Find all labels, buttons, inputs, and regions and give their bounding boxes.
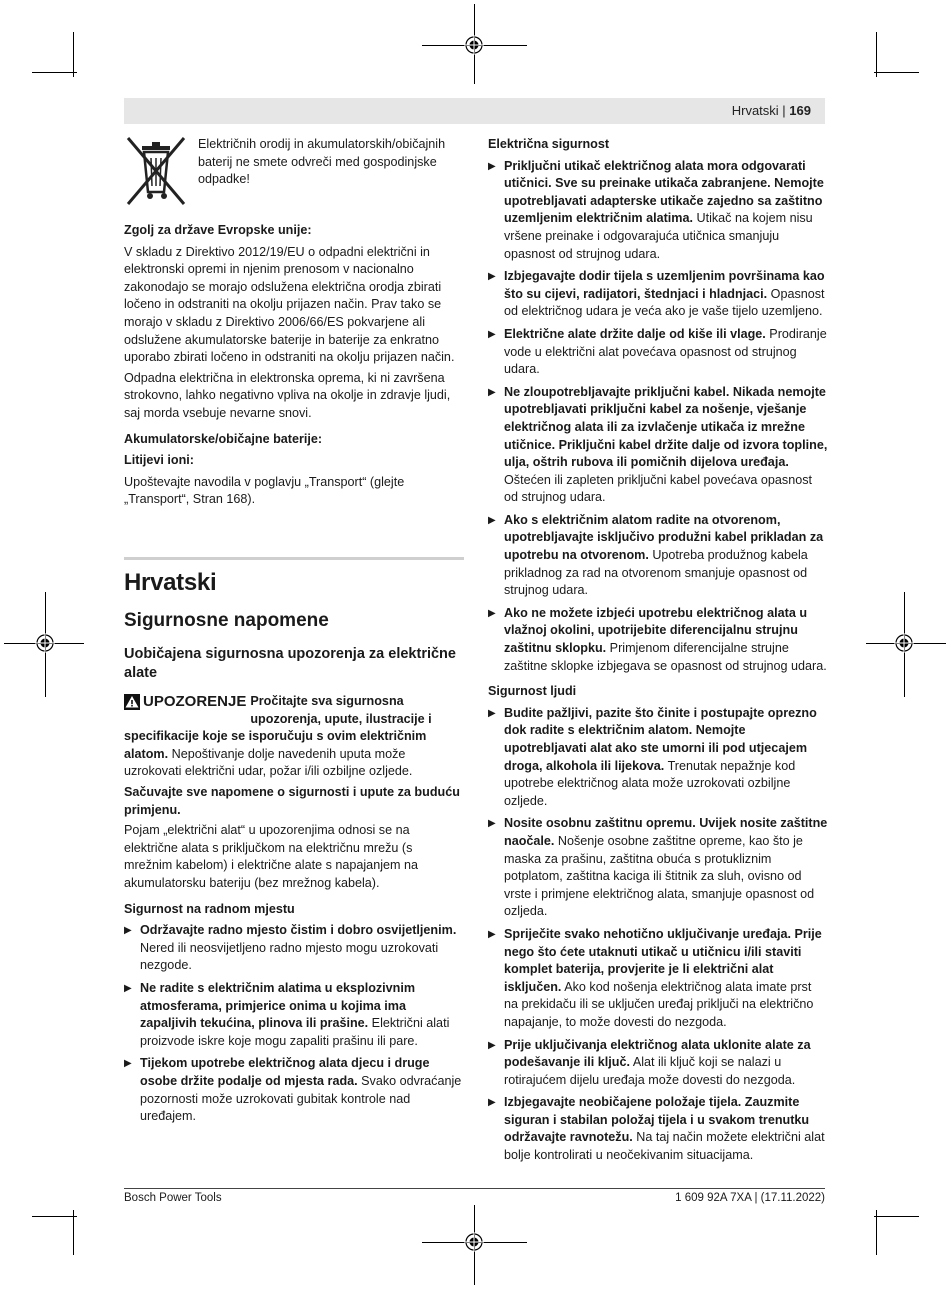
list-item <box>488 705 828 811</box>
bullet-arrow-icon: ▶ <box>124 983 132 994</box>
work-safety-heading: Sigurnost na radnom mjestu <box>124 901 295 916</box>
page-title: Hrvatski <box>124 568 217 596</box>
registration-mark-icon <box>464 1232 484 1252</box>
item-text: Svako odvraćanje pozornosti može uzrokovati gubitak kontrole nad uređajem. <box>140 1073 462 1124</box>
item-text: Primjenom diferencijalne strujne zaštitne sklopke izbjegava se opasnost od strujnog udara. <box>504 641 827 673</box>
warning-block <box>124 693 464 728</box>
warning-label: UPOZORENJE <box>143 693 247 711</box>
weee-text: Električnih orodij in akumulatorskih/običajnih baterij ne smete odvreči med gospodinjske odpadke! <box>198 137 446 187</box>
item-text: Oštećen ili zapleten priključni kabel povećava opasnost od strujnog udara. <box>504 472 813 505</box>
eu-paragraph-2: Odpadna električna in elektronska oprema, ki ni završena strokovno, lahko negativno vpliva na okolje in zdravje ljudi, saj morda vsebuje nevarne snovi. <box>124 370 451 420</box>
warning-badge <box>124 693 246 711</box>
list-item <box>488 384 828 507</box>
warning-bold-2: specifikacije koje se isporučuju s ovim električnim alatom. <box>124 729 427 761</box>
list-item <box>488 926 828 1032</box>
crop-mark <box>874 1216 919 1217</box>
eu-paragraph-1: V skladu z Direktivo 2012/19/EU o odpadni električni in elektronski opremi in njenim prenosom v nacionalno zakonodajo se morajo odslužena električna orodja zbirati ločeno in odstraniti na okolju prijazen način. Prav tako se morajo v skladu z Direktivo 2006/66/ES pokvarjene ali odslužene akumulatorske baterije in baterije za enkratno uporabo zbirati ločeno in odstraniti na okolju prijazen način. <box>124 244 455 365</box>
eu-heading: Zgolj za države Evropske unije: <box>124 223 312 237</box>
bullet-arrow-icon: ▶ <box>488 928 496 940</box>
item-text: Opasnost od električnog udara je veća ako je vaše tijelo uzemljeno. <box>504 286 825 319</box>
list-item <box>488 512 828 600</box>
bullet-arrow-icon: ▶ <box>488 818 496 830</box>
footer-rule <box>124 1188 825 1189</box>
item-bold: Nosite osobnu zaštitnu opremu. Uvijek nosite zaštitne naočale. <box>504 816 828 848</box>
item-bold: Ako ne možete izbjeći upotrebu električnog alata u vlažnoj okolini, upotrijebite diferencijalnu strujnu zaštitnu sklopku. <box>504 605 808 656</box>
registration-mark-icon <box>894 633 914 653</box>
item-bold: Ne zloupotrebljavajte priključni kabel. Nikada nemojte upotrebljavati priključni kabel za nošenje, vješanje električnog alata ili za izvlačenje utikača iz mrežne utičnice. Priključni kabel držite dalje od izvora topline, ulja, oštrih rubova ili pomičnih dijelova uređaja. <box>504 384 828 470</box>
item-bold: Spriječite svako nehotično uključivanje uređaja. Prije nego što ćete utaknuti utikač u utičnicu i/ili staviti komplet baterija, provjerite je li električni alat isključen. <box>504 926 822 994</box>
item-bold: Izbjegavajte neobičajene položaje tijela. Zauzmite siguran i stabilan položaj tijela i u svakom trenutku održavajte ravnotežu. <box>504 1095 810 1145</box>
electrical-safety-heading: Električna sigurnost <box>488 137 610 151</box>
crop-mark <box>874 72 919 73</box>
bullet-arrow-icon: ▶ <box>488 160 496 172</box>
crop-mark <box>876 32 877 77</box>
bullet-arrow-icon: ▶ <box>488 271 496 283</box>
list-item <box>488 158 828 264</box>
registration-mark-icon <box>35 633 55 653</box>
item-text: Ako kod nošenja električnog alata imate prst na prekidaču ili se uključen uređaj priključi na električno napajanje, to može dovesti do nezgoda. <box>504 979 814 1029</box>
page-header <box>124 98 825 124</box>
item-bold: Izbjegavajte dodir tijela s uzemljenim površinama kao što su cijevi, radijatori, štednjaci i hladnjaci. <box>504 269 825 301</box>
section-divider <box>124 557 464 560</box>
right-column <box>488 136 828 1170</box>
item-bold: Električne alate držite dalje od kiše ili vlage. <box>504 326 766 341</box>
list-item <box>488 605 828 675</box>
footer-doc-id: 1 609 92A 7XA | (17.11.2022) <box>675 1192 825 1204</box>
item-bold: Prije uključivanja električnog alata uklonite alate za podešavanje ili ključ. <box>504 1037 811 1070</box>
section-title: Sigurnosne napomene <box>124 609 329 631</box>
list-item <box>488 815 828 921</box>
header-text: Hrvatski | 169 <box>731 103 811 118</box>
registration-mark-icon <box>464 35 484 55</box>
crop-mark <box>32 72 77 73</box>
item-bold: Priključni utikač električnog alata mora odgovarati utičnici. Sve su preinake utikača zabranjene. Nemojte upotrebljavati adapterske utikače zajedno sa zaštitno uzemljenim električnim alatima. <box>504 158 824 226</box>
list-item <box>488 326 828 379</box>
list-item <box>124 980 464 1050</box>
bullet-arrow-icon: ▶ <box>124 925 132 937</box>
item-text: Utikač na kojem nisu vršene preinake i odgovarajuća utičnica smanjuju opasnost od strujnog udara. <box>504 211 813 261</box>
bullet-arrow-icon: ▶ <box>124 1058 132 1070</box>
bullet-arrow-icon: ▶ <box>488 386 496 398</box>
crossed-bin-icon <box>124 136 188 208</box>
keep-instructions: Sačuvajte sve napomene o sigurnosti i upute za buduću primjenu. <box>124 785 460 817</box>
battery-heading: Akumulatorske/običajne baterije: <box>124 431 323 446</box>
item-text: Trenutak nepažnje kod upotrebe električnog alata može uzrokovati ozbiljne ozljede. <box>504 758 796 808</box>
header-language: Hrvatski <box>731 103 779 118</box>
bullet-arrow-icon: ▶ <box>488 1039 496 1051</box>
personal-safety-heading: Sigurnost ljudi <box>488 684 577 699</box>
item-bold: Budite pažljivi, pazite što činite i postupajte oprezno dok radite s električnim alatom. Nemojte upotrebljavati alat ako ste umorni ili pod utjecajem droga, alkohola ili lijekova. <box>504 705 817 773</box>
bullet-arrow-icon: ▶ <box>488 328 496 340</box>
bullet-arrow-icon: ▶ <box>488 1097 496 1109</box>
item-bold: Ne radite s električnim alatima u eksplozivnim atmosferama, primjerice onima u kojima ima zapaljivih tekućina, plinova ili prašine. <box>140 981 416 1031</box>
liion-heading: Litijevi ioni: <box>124 453 194 468</box>
crop-mark <box>32 1216 77 1217</box>
subsection-title: Uobičajena sigurnosna upozorenja za električne alate <box>124 646 456 682</box>
item-bold: Ako s električnim alatom radite na otvorenom, upotrebljavajte isključivo produžni kabel prikladan za upotrebu na otvorenom. <box>504 512 824 563</box>
bullet-arrow-icon: ▶ <box>488 707 496 719</box>
bullet-arrow-icon: ▶ <box>488 607 496 619</box>
footer-brand: Bosch Power Tools <box>124 1192 222 1204</box>
list-item <box>124 922 464 975</box>
item-text: Alat ili ključ koji se nalazi u rotirajućem dijelu uređaja može dovesti do nezgoda. <box>504 1055 796 1087</box>
list-item <box>124 1055 464 1125</box>
weee-notice <box>124 136 464 208</box>
item-text: Nošenje osobne zaštitne opreme, kao što je maska za prašinu, zaštitna obuća s protukliznim potplatom, zaštitna kaciga ili štitnik za sluh, ovisno od vrste i primjene električnog alata, smanjuje opasnost od ozljeda. <box>504 833 815 919</box>
item-bold: Održavajte radno mjesto čistim i dobro osvijetljenim. <box>140 923 457 938</box>
bullet-arrow-icon: ▶ <box>488 514 496 526</box>
item-text: Električni alati proizvode iskre koje mogu zapaliti prašinu ili pare. <box>140 1016 450 1048</box>
liion-text: Upoštevajte navodila v poglavju „Transport“ (glejte „Transport“, Stran 168). <box>124 474 405 507</box>
list-item <box>488 1037 828 1090</box>
item-text: Nered ili neosvijetljeno radno mjesto mogu uzrokovati nezgode. <box>140 940 439 973</box>
item-text: Prodiranje vode u električni alat povećava opasnost od strujnog udara. <box>504 326 827 377</box>
warning-bold-1: Pročitajte sva sigurnosna upozorenja, upute, ilustracije i <box>250 694 432 726</box>
item-bold: Tijekom upotrebe električnog alata djecu i druge osobe držite podalje od mjesta rada. <box>140 1056 430 1088</box>
warning-normal: Nepoštivanje dolje navedenih uputa može uzrokovati električni udar, požar i/ili ozbiljne ozljede. <box>124 746 413 779</box>
item-text: Na taj način možete električni alat bolje kontrolirati u neočekivanim situacijama. <box>504 1130 825 1163</box>
term-definition: Pojam „električni alat“ u upozorenjima odnosi se na električne alata s priključkom na električnu mrežu (s mrežnim kabelom) i električne alate s napajanjem na akumulatorsku bateriju (bez mrežnog kabela). <box>124 823 418 891</box>
left-column <box>124 136 464 1131</box>
crop-mark <box>73 32 74 77</box>
warning-icon <box>124 694 140 710</box>
item-text: Upotreba produžnog kabela prikladnog za rad na otvorenom smanjuje opasnost od strujnog udara. <box>504 548 808 598</box>
list-item <box>488 1094 828 1164</box>
list-item <box>488 268 828 321</box>
page-number: 169 <box>789 103 811 118</box>
